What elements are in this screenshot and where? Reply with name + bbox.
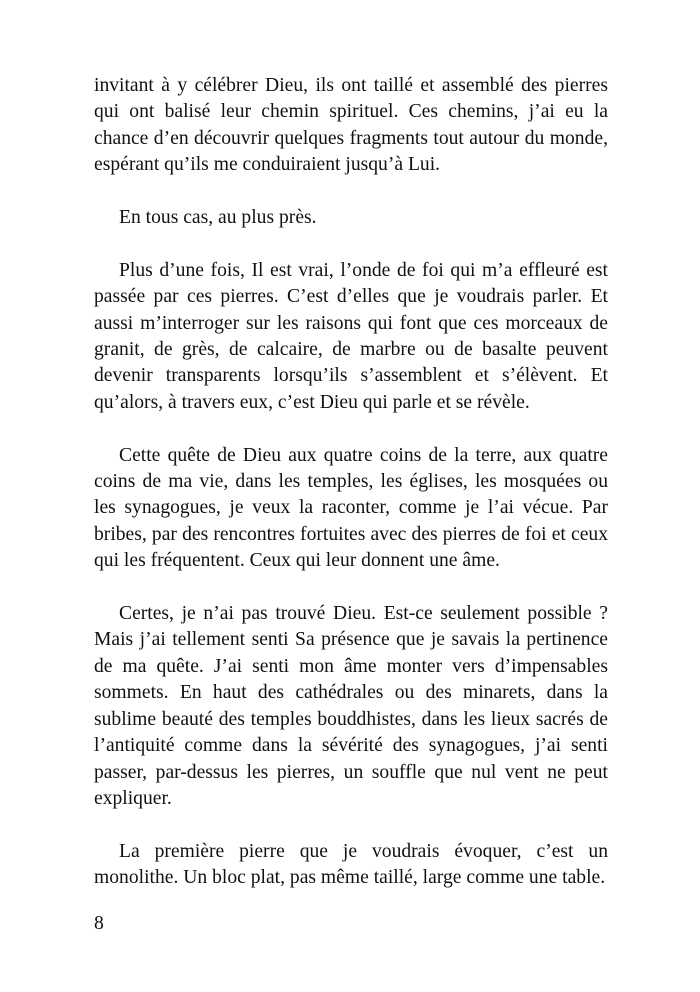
paragraph: Cette quête de Dieu aux quatre coins de la terre, aux quatre coins de ma vie, dans les temples, les églises, les mosquées ou les synagogues, je veux la raconter, comme je l’ai vécue. Par bribes, par des rencontres fortuites avec des pierres de foi et ceux qui les fréquentent. Ceux qui leur donnent une âme. [94,444,608,572]
paragraph: En tous cas, au plus près. [119,207,317,229]
paragraph: Plus d’une fois, Il est vrai, l’onde de foi qui m’a effleuré est passée par ces pierres. C’est d’elles que je voudrais parler. Et aussi m’interroger sur les raisons qui font que ces morceaux de granit, de grès, de calcaire, de marbre ou de basalte peuvent devenir transparents lorsqu’ils s’assemblent et s’élèvent. Et qu’alors, à travers eux, c’est Dieu qui parle et se révèle. [94,259,608,413]
paragraph: Certes, je n’ai pas trouvé Dieu. Est-ce seulement possible ? Mais j’ai tellement senti Sa présence que je savais la pertinence de ma quête. J’ai senti mon âme monter vers d’impensables sommets. En haut des cathédrales ou des minarets, dans la sublime beauté des temples bouddhistes, dans les lieux sacrés de l’antiquité comme dans la sévérité des synagogues, j’ai senti passer, par-dessus les pierres, un souffle que nul vent ne peut expliquer. [94,603,608,809]
body-text [94,73,608,892]
page-number: 8 [94,913,104,934]
paragraph: La première pierre que je voudrais évoquer, c’est un monolithe. Un bloc plat, pas même taillé, large comme une table. [94,840,608,889]
paragraph-continuation: invitant à y célébrer Dieu, ils ont taillé et assemblé des pierres qui ont balisé leur chemin spirituel. Ces chemins, j’ai eu la chance d’en découvrir quelques fragments tout autour du monde, espérant qu’ils me conduiraient jusqu’à Lui. [94,75,608,176]
